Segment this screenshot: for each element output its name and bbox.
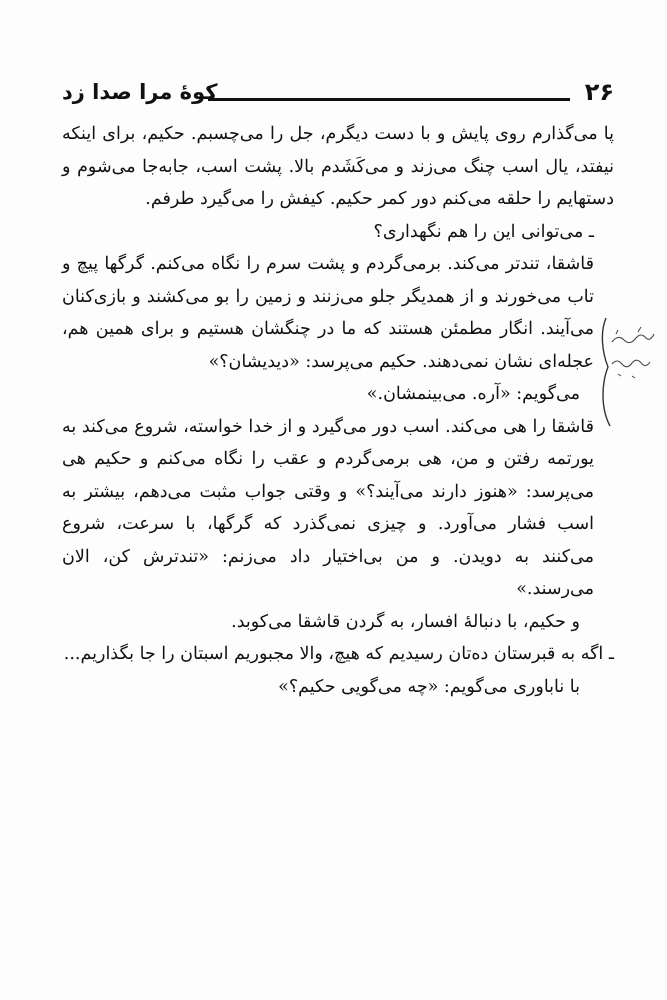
paragraph-dialogue: می‌گویم: «آره. می‌بینمشان.» [366, 384, 580, 404]
paragraph-dialogue: ـ می‌توانی این را هم نگهداری؟ [373, 221, 594, 242]
handwritten-bracket-icon [598, 312, 660, 432]
paragraph: پا می‌گذارم روی پایش و با دست دیگرم، جل را می‌چسبم. حکیم، برای اینکه نیفتد، یال اسب چنگ می‌زند و می‌کَشَدم بالا. پشت اسب، جابه‌جا می‌شوم و دستهایم را حلقه می‌کنم دور کمر حکیم. کیفش را می‌گیرد طرفم. [62, 124, 614, 209]
paragraph: قاشقا، تندتر می‌کند. برمی‌گردم و پشت سرم را نگاه می‌کنم. گرگها پیچ و تاب می‌خورند و از همدیگر جلو می‌زنند و زمین را بو می‌کشند و بازی‌کنان می‌آیند. انگار مطمئن هستند که ما در چنگشان هستیم و برای همین هم، عجله‌ای نشان نمی‌دهند. حکیم می‌پرسد: «دیدیشان؟» [62, 254, 594, 372]
paragraph: با ناباوری می‌گویم: «چه می‌گویی حکیم؟» [278, 676, 580, 697]
header-rule [208, 98, 570, 101]
paragraph: قاشقا را هی می‌کند. اسب دور می‌گیرد و از خدا خواسته، شروع می‌کند به یورتمه رفتن و من، هی برمی‌گردم و عقب را نگاه می‌کنم و حکیم هی می‌پرسد: «هنوز دارند می‌آیند؟» و وقتی جواب مثبت می‌دهم، بیشتر به اسب فشار می‌آورد. و چیزی نمی‌گذرد که گرگها، با سرعت، شروع می‌کنند به دویدن. و من بی‌اختیار داد می‌زنم: «تندترش کن، الان می‌رسند.» [62, 416, 594, 599]
page-number: ۲۶ [584, 78, 614, 106]
page-header [62, 76, 614, 112]
paragraph-dialogue: ـ اگه به قبرستان ده‌تان رسیدیم که هیچ، والا مجبوریم اسبتان را جا بگذاریم... [63, 644, 614, 664]
body-text [62, 118, 614, 703]
paragraph: و حکیم، با دنبالهٔ افسار، به گردن قاشقا می‌کوبد. [231, 611, 580, 632]
handwritten-margin-note [598, 312, 660, 432]
running-title: کوهٔ مرا صدا زد [62, 80, 218, 104]
